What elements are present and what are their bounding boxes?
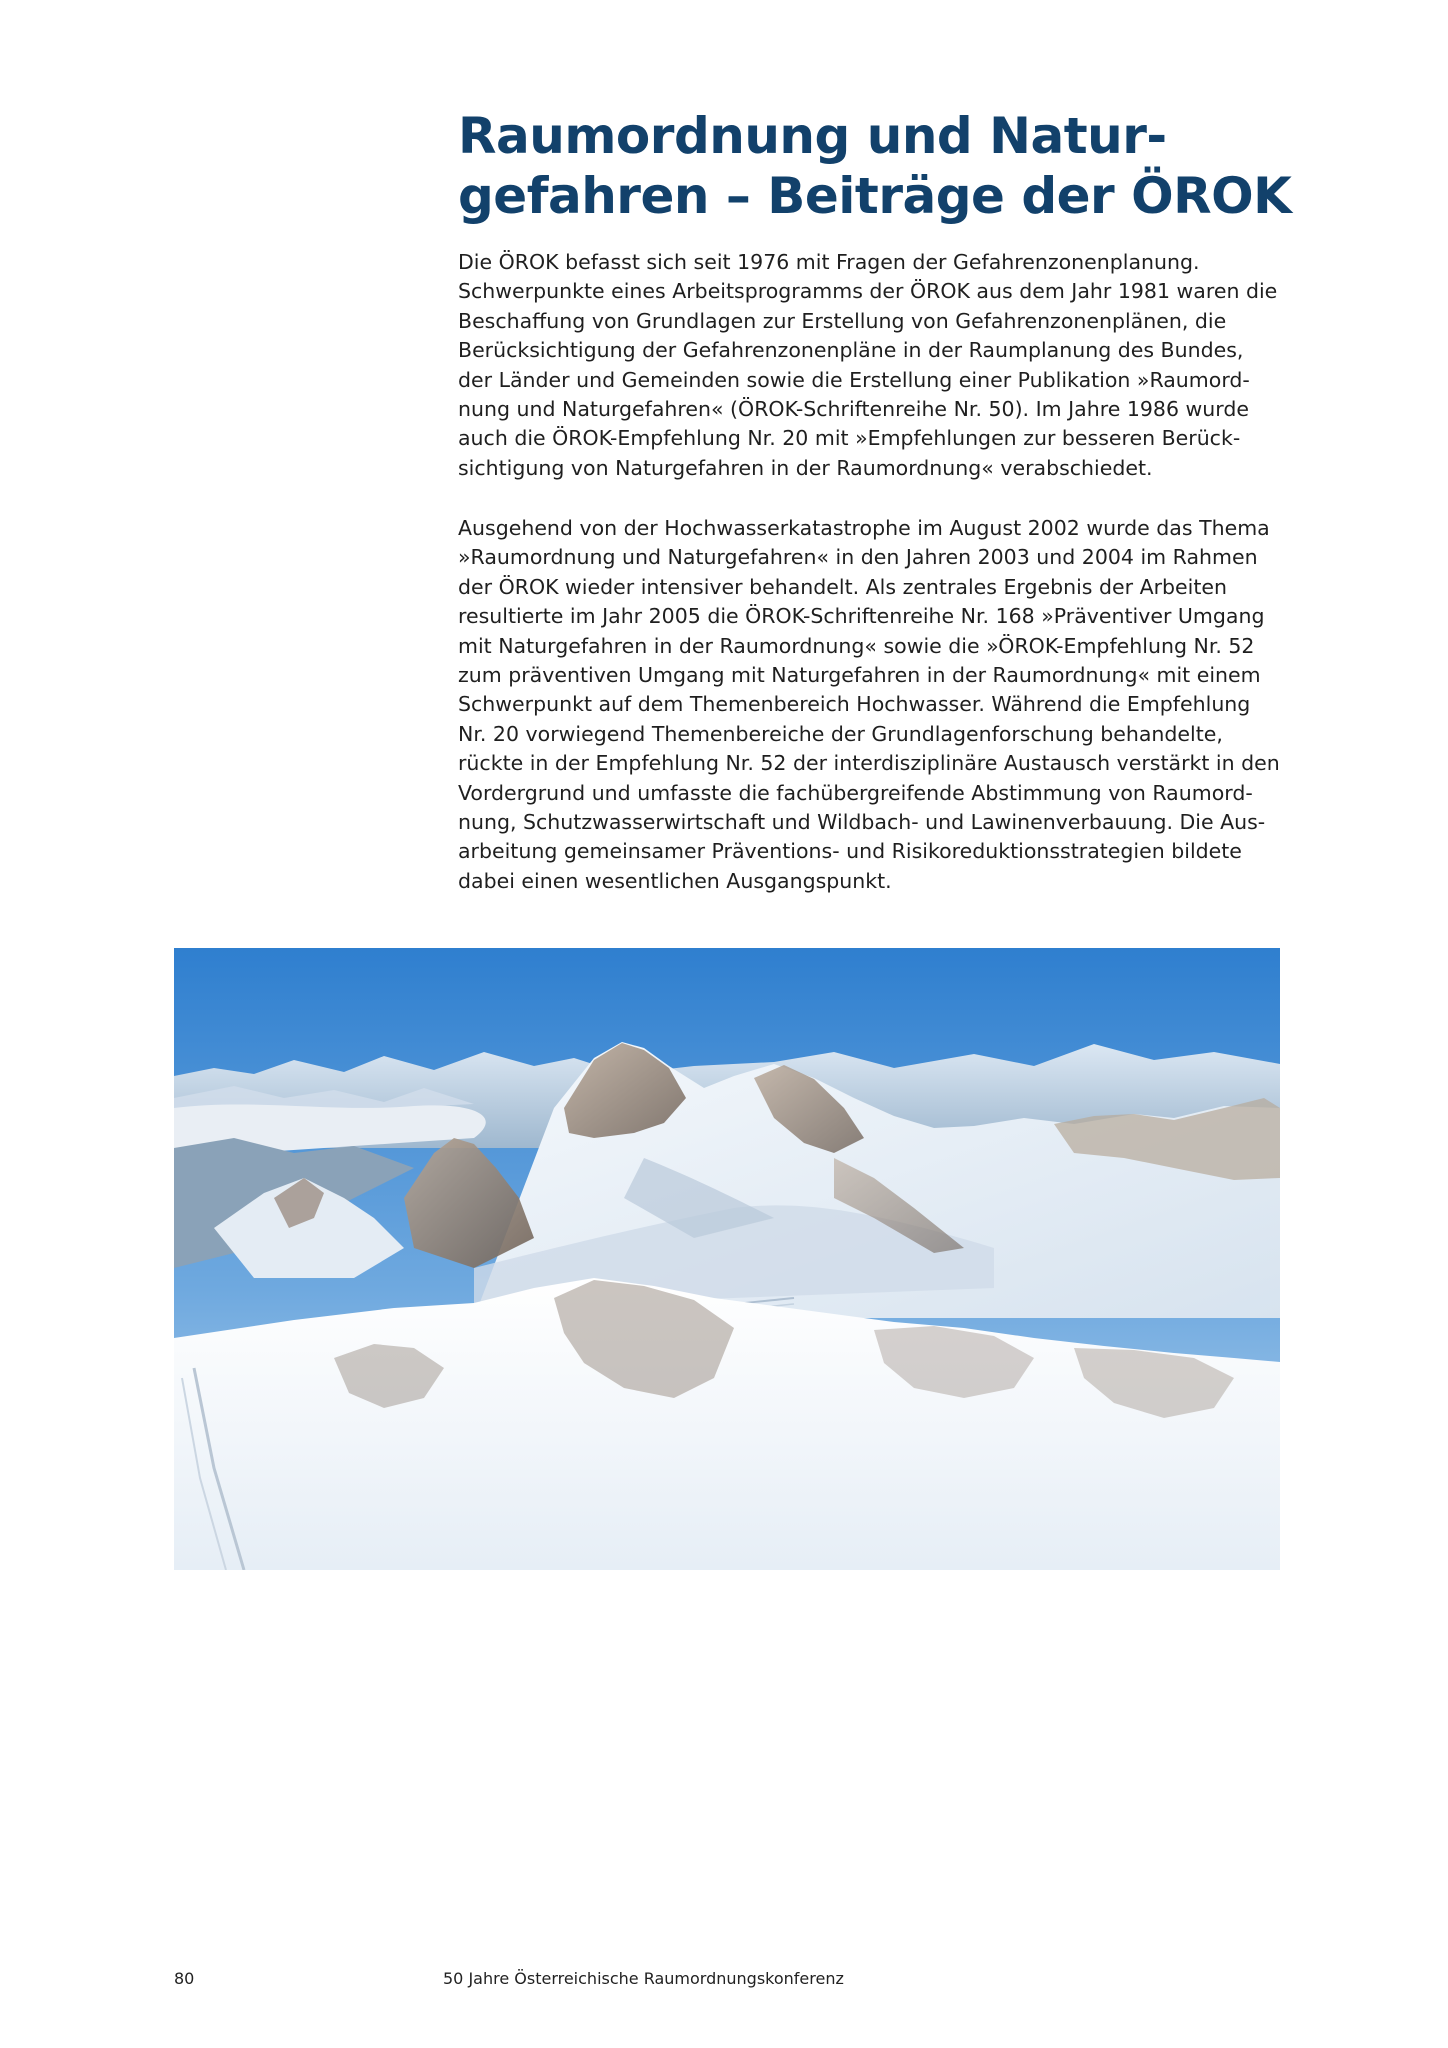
text-line: zum präventiven Umgang mit Naturgefahren in der Raumordnung« mit einem — [458, 663, 1261, 688]
running-title: 50 Jahre Österreichische Raumordnungskonferenz — [443, 1969, 844, 1988]
text-line: mit Naturgefahren in der Raumordnung« sowie die »ÖROK-Empfehlung Nr. 52 — [458, 633, 1255, 658]
text-line: dabei einen wesentlichen Ausgangspunkt. — [458, 868, 892, 893]
heading-line: gefahren – Beiträge der ÖROK — [458, 167, 1292, 225]
text-line: Nr. 20 vorwiegend Themenbereiche der Grundlagenforschung behandelte, — [458, 721, 1223, 746]
text-line: Beschaffung von Grundlagen zur Erstellung von Gefahrenzonenplänen, die — [458, 308, 1227, 333]
text-line: Die ÖROK befasst sich seit 1976 mit Fragen der Gefahrenzonenplanung. — [458, 250, 1200, 274]
text-line: arbeitung gemeinsamer Präventions- und Risikoreduktionsstrategien bildete — [458, 839, 1242, 864]
text-line: Berücksichtigung der Gefahrenzonenpläne in der Raumplanung des Bundes, — [458, 338, 1244, 363]
text-line: Ausgehend von der Hochwasserkatastrophe im August 2002 wurde das Thema — [458, 516, 1270, 540]
text-line: »Raumordnung und Naturgefahren« in den Jahren 2003 und 2004 im Rahmen — [458, 545, 1258, 570]
alpine-snow-photo — [174, 948, 1280, 1570]
text-line: auch die ÖROK-Empfehlung Nr. 20 mit »Empfehlungen zur besseren Berück- — [458, 426, 1241, 451]
text-line: Schwerpunkte eines Arbeitsprogramms der ÖROK aus dem Jahr 1981 waren die — [458, 279, 1278, 304]
text-line: rückte in der Empfehlung Nr. 52 der interdisziplinäre Austausch verstärkt in den — [458, 751, 1280, 776]
text-line: nung und Naturgefahren« (ÖROK-Schriftenreihe Nr. 50). Im Jahre 1986 wurde — [458, 397, 1249, 422]
page-number: 80 — [174, 1969, 195, 1988]
text-line: der ÖROK wieder intensiver behandelt. Als zentrales Ergebnis der Arbeiten — [458, 574, 1227, 599]
paragraph-1 — [458, 248, 1290, 483]
heading-line: Raumordnung und Natur- — [458, 107, 1167, 165]
text-line: sichtigung von Naturgefahren in der Raumordnung« verabschiedet. — [458, 455, 1153, 480]
paragraph-2 — [458, 514, 1290, 896]
text-line: nung, Schutzwasserwirtschaft und Wildbach- und Lawinenverbauung. Die Aus- — [458, 810, 1266, 835]
text-line: der Länder und Gemeinden sowie die Erstellung einer Publikation »Raumord- — [458, 367, 1250, 392]
page-heading — [458, 106, 1338, 226]
text-line: Vordergrund und umfasste die fachübergreifende Abstimmung von Raumord- — [458, 780, 1253, 805]
text-line: resultierte im Jahr 2005 die ÖROK-Schriftenreihe Nr. 168 »Präventiver Umgang — [458, 604, 1265, 629]
text-line: Schwerpunkt auf dem Themenbereich Hochwasser. Während die Empfehlung — [458, 692, 1251, 717]
